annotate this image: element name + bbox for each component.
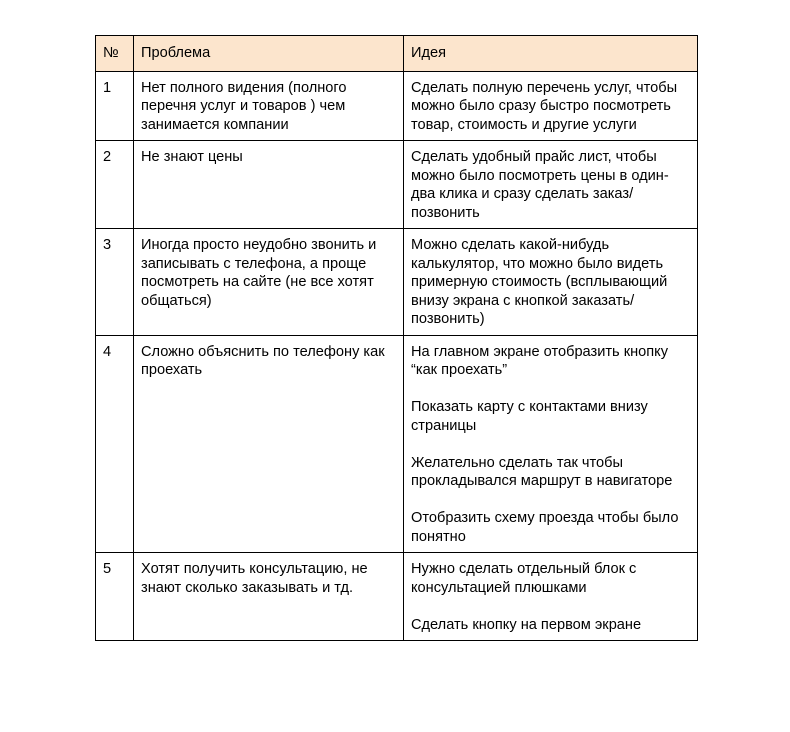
row-number: 5 [96,553,134,641]
idea-cell [404,141,698,229]
idea-paragraph: Отобразить схему проезда чтобы было понятно [411,510,679,545]
idea-cell [404,335,698,553]
header-idea: Идея [404,36,698,72]
idea-paragraph: Можно сделать какой-нибудь калькулятор, что можно было видеть примерную стоимость (всплывающий внизу экрана с кнопкой заказать/позвонить) [411,237,668,327]
idea-paragraph: Сделать кнопку на первом экране [411,616,642,633]
row-number: 1 [96,71,134,141]
row-number: 2 [96,141,134,229]
idea-paragraph: Сделать полную перечень услуг, чтобы можно было сразу быстро посмотреть товар, стоимость и другие услуги [411,79,678,133]
idea-paragraph: Показать карту с контактами внизу страницы [411,399,648,434]
idea-paragraph: На главном экране отобразить кнопку “как проехать” [411,343,669,378]
table-row [96,553,698,641]
table-row [96,229,698,336]
header-num: № [96,36,134,72]
row-number: 4 [96,335,134,553]
problem-cell: Хотят получить консультацию, не знают сколько заказывать и тд. [134,553,404,641]
problem-cell: Сложно объяснить по телефону как проехать [134,335,404,553]
table-row [96,335,698,553]
idea-paragraph: Желательно сделать так чтобы прокладывался маршрут в навигаторе [411,454,673,489]
row-number: 3 [96,229,134,336]
problems-ideas-table [95,35,698,641]
idea-cell [404,71,698,141]
problem-cell: Иногда просто неудобно звонить и записывать с телефона, а проще посмотреть на сайте (не все хотят общаться) [134,229,404,336]
table-row [96,71,698,141]
idea-cell [404,229,698,336]
table-row [96,141,698,229]
problem-cell: Нет полного видения (полного перечня услуг и товаров ) чем занимается компании [134,71,404,141]
idea-paragraph: Нужно сделать отдельный блок с консультацией плюшками [411,561,637,596]
idea-cell [404,553,698,641]
table-header-row [96,36,698,72]
idea-paragraph: Сделать удобный прайс лист, чтобы можно было посмотреть цены в один-два клика и сразу сделать заказ/позвонить [411,149,669,221]
problem-cell: Не знают цены [134,141,404,229]
header-problem: Проблема [134,36,404,72]
